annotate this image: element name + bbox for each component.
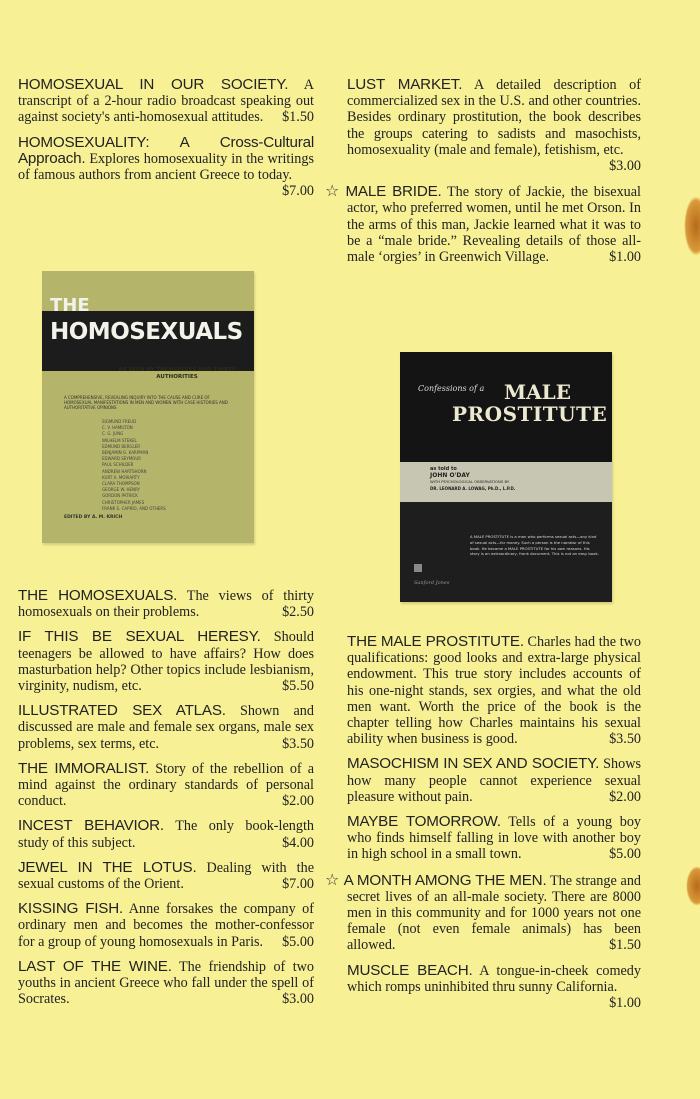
entry-description: Story of the rebellion of a mind against the ordinary standards of personal conduct. <box>18 760 315 810</box>
entry-description: Dealing with the sexual customs of the Orient. <box>18 859 314 893</box>
cover-publisher: Sanford Jones <box>414 580 450 586</box>
catalog-entry <box>18 959 314 1008</box>
cover-author-name: EDMUND BERGLER <box>102 443 141 449</box>
entry-description: The strange and secret lives of an all-male society. There are 8000 men in this community and for 1000 years not one female (not even female animals) has been allowed. <box>347 872 642 954</box>
entry-price: $1.00 <box>609 995 641 1012</box>
entry-description: A detailed description of commercialized sex in the U.S. and other countries. Besides ordinary prostitution, the book describes the groups catering to sadists and masochists, homosexuality (male and female), fetishism, etc. <box>347 77 641 158</box>
entry-title: MASOCHISM IN SEX AND SOCIETY. <box>347 755 600 773</box>
cover-author-name: ANDREW HARTSHORN <box>102 468 147 474</box>
cover-author-name: CHRISTOPHER JAMES <box>102 499 145 505</box>
cover-author-name: KURT A. MORIARTY <box>102 474 140 480</box>
paper-stain-decoration <box>684 196 700 256</box>
star-icon: ☆ <box>325 869 340 889</box>
entry-description: The story of Jackie, the bisexual actor, who preferred women, until he met Orson. In the arms of this man, Jackie learned what it was to be a “male bride.” Revealing details of those all-male ‘orgies’ in Greenwich Village. <box>347 184 641 266</box>
entry-title: LUST MARKET. <box>347 76 463 93</box>
cover-author-name: C. G. JUNG <box>102 431 124 437</box>
entry-title: JEWEL IN THE LOTUS. <box>18 858 197 876</box>
publisher-logo-icon <box>414 564 422 572</box>
catalog-entry <box>325 869 642 954</box>
catalog-entry <box>347 756 641 805</box>
cover-author-name: CLARA THOMPSON <box>102 481 140 487</box>
entry-price: $1.00 <box>609 249 641 266</box>
entry-description: The friendship of two youths in ancient Greece who fall under the spell of Socrates. <box>18 958 314 1008</box>
cover-title-line1: MALE <box>504 380 571 404</box>
catalog-entry <box>347 963 641 1012</box>
cover-author-name: GORDON PATRICK <box>102 493 138 499</box>
cover-author: JOHN O'DAY <box>430 471 470 479</box>
entry-title: INCEST BEHAVIOR. <box>18 817 164 835</box>
entry-title: A MONTH AMONG THE MEN. <box>343 871 547 889</box>
book-cover-male-prostitute <box>400 352 612 602</box>
entry-price: $5.00 <box>282 933 314 950</box>
cover-author-name: WILHELM STEKEL <box>102 437 137 443</box>
entry-price: $1.50 <box>609 937 641 954</box>
cover-author-name: FRANK S. CAPRIO, AND OTHERS <box>102 505 166 511</box>
entry-title: HOMOSEXUALITY: A Cross-Cultural Approach. <box>18 133 314 167</box>
entry-description: Tells of a young boy who finds himself falling in love with another boy in high school in a small town. <box>347 814 642 863</box>
entry-title: THE IMMORALIST. <box>18 759 150 777</box>
book-cover-the-homosexuals <box>42 271 254 543</box>
cover-author-name: BENJAMIN G. KARPMAN <box>102 450 149 456</box>
entry-title: MUSCLE BEACH. <box>347 961 473 979</box>
cover-credits <box>430 466 580 492</box>
entry-description: Charles had the two qualifications: good looks and extra-large physical endowment. This true story includes accounts of his one-night stands, sex orgies, and what the old men want. Worth the price of the book is the chapter telling how Charles maintains his sexual ability when business is good. <box>347 634 641 748</box>
cover-title-line2: PROSTITUTE <box>452 402 608 426</box>
entry-title: LAST OF THE WINE. <box>18 957 172 975</box>
entry-description: Should teenagers be allowed to have affairs? How does masturbation help? Other topics include lesbianism, virginity, nudism, etc. <box>18 629 314 695</box>
entry-price: $4.00 <box>282 834 314 851</box>
entry-price: $3.00 <box>609 158 641 175</box>
cover-back-panel <box>400 502 612 602</box>
catalog-entry <box>18 629 314 694</box>
cover-title-line1: THE <box>50 295 90 316</box>
catalog-entry <box>347 634 641 747</box>
catalog-entry <box>325 181 641 266</box>
entry-description: The views of thirty homosexuals on their problems. <box>18 588 314 621</box>
entry-price: $3.50 <box>609 731 641 748</box>
catalog-entry <box>18 77 314 126</box>
catalog-entry <box>18 761 314 810</box>
entry-description: A tongue-in-cheek comedy which romps uninhibited thru sunny California. <box>347 962 641 995</box>
entry-description: Shown and discussed are male and female sex organs, male sex problems, sex terms, etc. <box>18 703 314 752</box>
entry-title: THE HOMOSEXUALS. <box>18 587 178 604</box>
paper-stain-decoration <box>686 866 700 906</box>
cover-author-name: PAUL SCHILDER <box>102 462 134 468</box>
cover-author-name: GEORGE W. HENRY <box>102 487 140 493</box>
catalog-entry <box>347 77 641 174</box>
cover-author-name: C. V. HAMILTON <box>102 425 133 431</box>
entry-title: KISSING FISH. <box>18 900 124 918</box>
cover-title-panel <box>400 352 612 462</box>
cover-author-name: SIGMUND FREUD <box>102 419 137 424</box>
entry-price: $2.50 <box>282 604 314 621</box>
entry-price: $2.00 <box>609 788 641 805</box>
catalog-column-bottom-left <box>18 588 314 1016</box>
cover-blurb: A COMPREHENSIVE, REVEALING INQUIRY INTO THE CAUSE AND CURE OF HOMOSEXUAL MANIFESTATIONS IN MEN AND WOMEN WITH CASE HISTORIES AND AUTHORITATIVE OPINIONS <box>64 395 228 410</box>
cover-blurb: A MALE PROSTITUTE is a man who performs sexual acts—any kind of sexual acts—for money. Such a person is the narrator of this book. He became a MALE PROSTITUTE for his own reasons. His story is an extraordinary, frank document. This is not an easy book. <box>470 534 599 557</box>
catalog-column-bottom-right <box>325 633 642 1020</box>
catalog-entry <box>347 814 641 863</box>
entry-price: $2.00 <box>282 793 314 810</box>
catalog-entry <box>18 703 314 752</box>
entry-description: Explores homosexuality in the writings of famous authors from ancient Greece to today. <box>18 150 315 184</box>
cover-author-name: EDWARD SEYMOUR <box>102 456 142 462</box>
catalog-entry <box>18 901 314 950</box>
catalog-entry <box>18 588 314 620</box>
entry-price: $3.50 <box>282 735 314 752</box>
entry-title: MAYBE TOMORROW. <box>347 813 501 831</box>
cover-intro: WITH PSYCHOLOGICAL OBSERVATIONS BY <box>430 479 510 484</box>
catalog-column-top-left <box>18 77 314 208</box>
entry-title: MALE BRIDE. <box>345 183 442 201</box>
catalog-entry <box>18 818 314 850</box>
cover-confessions: Confessions of a <box>418 384 485 393</box>
cover-title-line2: HOMOSEXUALS <box>50 319 243 345</box>
cover-editor: EDITED BY A. M. KRICH <box>64 515 123 520</box>
cover-subtitle: AS SEEN BY THEMSELVES AND THIRTY AUTHORITIES <box>118 367 236 380</box>
cover-author-list <box>102 419 222 512</box>
entry-description: A transcript of a 2-hour radio broadcast speaking out against society's anti-homosexual attitudes. <box>18 77 314 126</box>
entry-description: Anne forsakes the company of ordinary men and becomes the mother-confessor for a group of young homosexuals in Paris. <box>18 901 314 950</box>
entry-title: HOMOSEXUAL IN OUR SOCIETY. <box>18 76 289 93</box>
cover-doctor: DR. LEONARD A. LOWAG, Ph.D., L.P.D. <box>430 485 516 491</box>
entry-price: $3.00 <box>282 991 314 1008</box>
catalog-entry <box>18 860 314 892</box>
entry-description: Shows how many people cannot experience sexual pleasure without pain. <box>347 756 641 805</box>
entry-title: ILLUSTRATED SEX ATLAS. <box>18 702 226 720</box>
entry-title: THE MALE PROSTITUTE. <box>347 633 524 650</box>
entry-price: $1.50 <box>282 109 314 126</box>
star-icon: ☆ <box>325 181 342 201</box>
catalog-entry <box>18 135 314 200</box>
entry-price: $7.00 <box>282 876 314 893</box>
entry-description: The only book-length study of this subject. <box>18 818 314 851</box>
entry-price: $5.50 <box>282 678 314 695</box>
catalog-column-top-right <box>325 76 641 274</box>
entry-price: $7.00 <box>282 183 314 200</box>
entry-price: $5.00 <box>609 846 641 863</box>
cover-as-told: as told to <box>430 466 457 472</box>
entry-title: IF THIS BE SEXUAL HERESY. <box>18 628 261 646</box>
